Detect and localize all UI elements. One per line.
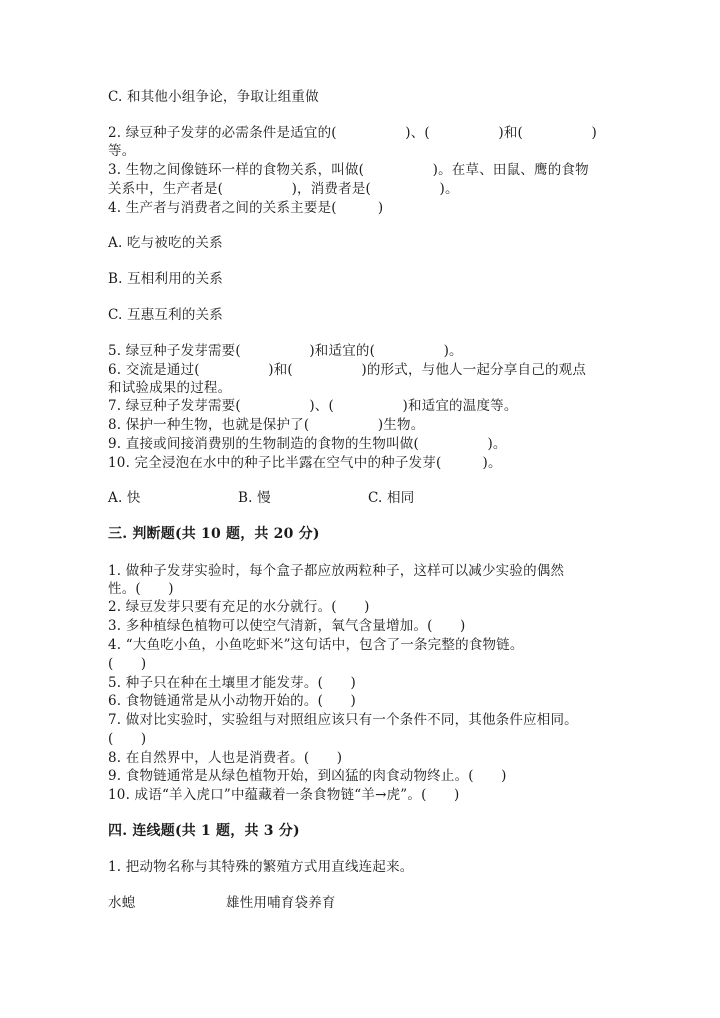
q4-option-b: B. 互相利用的关系 [108, 271, 224, 287]
section-heading-matching: 四. 连线题(共 1 题，共 3 分) [108, 823, 300, 839]
choice-q4: 4. 生产者与消费者之间的关系主要是( ) [108, 200, 384, 216]
section-heading-judgement: 三. 判断题(共 10 题，共 20 分) [108, 526, 320, 542]
judge-q6: 6. 食物链通常是从小动物开始的。( ) [108, 693, 356, 709]
fill-blank-q9: 9. 直接或间接消费别的生物制造的食物的生物叫做( )。 [108, 436, 507, 452]
matching-q1: 1. 把动物名称与其特殊的繁殖方式用直线连起来。 [108, 859, 414, 875]
q4-option-a: A. 吃与被吃的关系 [108, 235, 223, 251]
judge-q5: 5. 种子只在种在土壤里才能发芽。( ) [108, 675, 356, 691]
fill-blank-q3: 3. 生物之间像链环一样的食物关系，叫做( )。在草、田鼠、鹰的食物 [108, 162, 589, 178]
fill-blank-q3-cont: 关系中，生产者是( )，消费者是( )。 [108, 181, 459, 197]
fill-blank-q2: 2. 绿豆种子发芽的必需条件是适宜的( )、( )和( ) [108, 125, 597, 141]
fill-blank-q8: 8. 保护一种生物，也就是保护了( )生物。 [108, 417, 425, 433]
q4-option-c: C. 互惠互利的关系 [108, 307, 223, 323]
judge-q9: 9. 食物链通常是从绿色植物开始，到凶猛的肉食动物终止。( ) [108, 768, 507, 784]
choice-c-previous: C. 和其他小组争论，争取让组重做 [108, 89, 319, 105]
fill-blank-q6: 6. 交流是通过( )和( )的形式，与他人一起分享自己的观点 [108, 362, 587, 378]
q10-option-b: B. 慢 [238, 490, 271, 506]
fill-blank-q2-cont: 等。 [108, 143, 136, 159]
fill-blank-q5: 5. 绿豆种子发芽需要( )和适宜的( )。 [108, 343, 463, 359]
judge-q10: 10. 成语“羊入虎口”中蕴藏着一条食物链“羊→虎”。( ) [108, 787, 460, 803]
judge-q4-cont: ( ) [108, 656, 147, 672]
q10-option-a: A. 快 [108, 490, 141, 506]
judge-q8: 8. 在自然界中，人也是消费者。( ) [108, 750, 343, 766]
choice-q10: 10. 完全浸泡在水中的种子比半露在空气中的种子发芽( )。 [108, 455, 502, 471]
judge-q7: 7. 做对比实验时，实验组与对照组应该只有一个条件不同，其他条件应相同。 [108, 712, 578, 728]
fill-blank-q6-cont: 和试验成果的过程。 [108, 380, 232, 396]
q10-option-c: C. 相同 [368, 490, 415, 506]
judge-q1-cont: 性。( ) [108, 581, 174, 597]
matching-left-item: 水螅 [108, 895, 136, 911]
judge-q4: 4. “大鱼吃小鱼，小鱼吃虾米”这句话中，包含了一条完整的食物链。 [108, 637, 524, 653]
judge-q2: 2. 绿豆发芽只要有充足的水分就行。( ) [108, 599, 370, 615]
judge-q3: 3. 多种植绿色植物可以使空气清新，氧气含量增加。( ) [108, 618, 466, 634]
judge-q7-cont: ( ) [108, 731, 147, 747]
fill-blank-q7: 7. 绿豆种子发芽需要( )、( )和适宜的温度等。 [108, 398, 518, 414]
matching-right-item: 雄性用哺育袋养育 [226, 895, 336, 911]
judge-q1: 1. 做种子发芽实验时，每个盒子都应放两粒种子，这样可以减少实验的偶然 [108, 563, 565, 579]
